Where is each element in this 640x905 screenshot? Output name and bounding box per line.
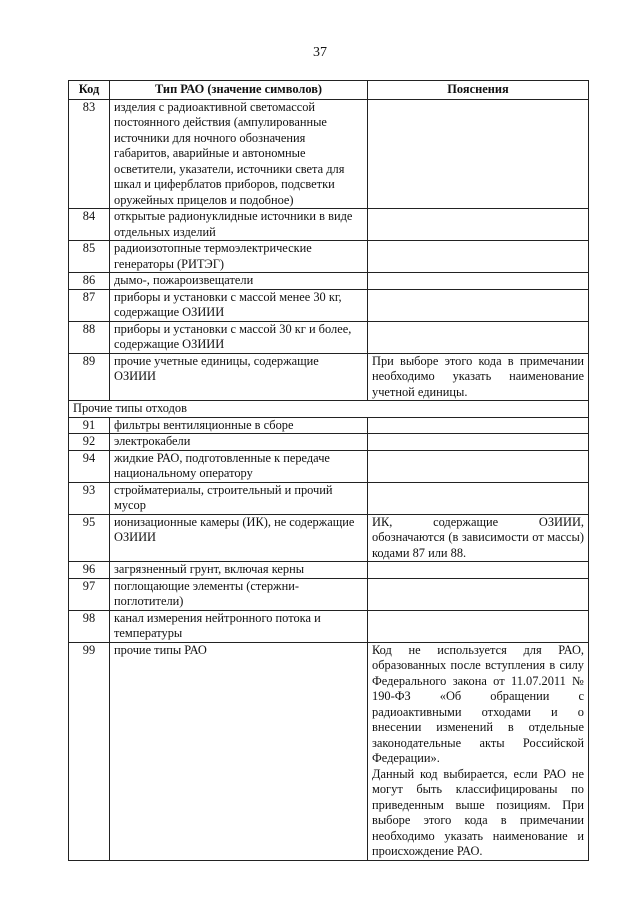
row-type: жидкие РАО, подготовленные к передаче национальному оператору	[110, 450, 368, 482]
table-row	[69, 417, 589, 434]
row-code: 88	[69, 321, 110, 353]
table-row	[69, 434, 589, 451]
table-row	[69, 99, 589, 209]
row-code: 83	[69, 99, 110, 209]
table-row	[69, 450, 589, 482]
row-note	[368, 417, 589, 434]
row-note-paragraph: Данный код выбирается, если РАО не могут быть классифицированы по приведенным выше позициям. При выборе этого кода в примечании необходимо указать наименование и происхождение РАО.	[372, 766, 584, 858]
table-row	[69, 578, 589, 610]
row-note	[368, 562, 589, 579]
row-code: 97	[69, 578, 110, 610]
row-note	[368, 273, 589, 290]
table-header-row	[69, 81, 589, 100]
row-code: 96	[69, 562, 110, 579]
page-number: 37	[313, 45, 327, 60]
row-type: канал измерения нейтронного потока и температуры	[110, 610, 368, 642]
row-type: радиоизотопные термоэлектрические генераторы (РИТЭГ)	[110, 241, 368, 273]
table-row	[69, 642, 589, 860]
table-row	[69, 321, 589, 353]
row-type: приборы и установки с массой менее 30 кг, содержащие ОЗИИИ	[110, 289, 368, 321]
row-code: 86	[69, 273, 110, 290]
section-row	[69, 401, 589, 418]
header-type: Тип РАО (значение символов)	[110, 81, 368, 100]
row-note	[368, 99, 589, 209]
row-code: 84	[69, 209, 110, 241]
row-code: 92	[69, 434, 110, 451]
row-note	[368, 289, 589, 321]
row-type: прочие типы РАО	[110, 642, 368, 860]
row-note-paragraph: Код не используется для РАО, образованных после вступления в силу Федерального закона от 11.07.2011 № 190-ФЗ «Об обращении с радиоактивными отходами и о внесении изменений в отдельные законодательные акты Российской Федерации».	[372, 642, 584, 765]
table-row	[69, 353, 589, 401]
table-row	[69, 209, 589, 241]
row-note	[368, 642, 589, 860]
row-note	[368, 241, 589, 273]
row-code: 95	[69, 514, 110, 562]
row-code: 99	[69, 642, 110, 860]
table-row	[69, 482, 589, 514]
row-code: 94	[69, 450, 110, 482]
header-notes: Пояснения	[368, 81, 589, 100]
table-row	[69, 514, 589, 562]
row-type: стройматериалы, строительный и прочий мусор	[110, 482, 368, 514]
row-code: 98	[69, 610, 110, 642]
row-type: загрязненный грунт, включая керны	[110, 562, 368, 579]
row-code: 91	[69, 417, 110, 434]
row-code: 89	[69, 353, 110, 401]
row-code: 87	[69, 289, 110, 321]
row-type: прочие учетные единицы, содержащие ОЗИИИ	[110, 353, 368, 401]
row-note: ИК, содержащие ОЗИИИ, обозначаются (в зависимости от массы) кодами 87 или 88.	[368, 514, 589, 562]
row-note	[368, 209, 589, 241]
row-note	[368, 482, 589, 514]
row-code: 93	[69, 482, 110, 514]
table-row	[69, 610, 589, 642]
row-note	[368, 450, 589, 482]
row-type: дымо-, пожароизвещатели	[110, 273, 368, 290]
row-type: открытые радионуклидные источники в виде отдельных изделий	[110, 209, 368, 241]
header-code: Код	[69, 81, 110, 100]
row-note	[368, 578, 589, 610]
row-note	[368, 610, 589, 642]
row-type: фильтры вентиляционные в сборе	[110, 417, 368, 434]
row-type: электрокабели	[110, 434, 368, 451]
row-type: изделия с радиоактивной светомассой постоянного действия (ампулированные источники для ночного обозначения габаритов, аварийные и автономные осветители, указатели, источники света для шкал и циферблатов приборов, подсветки оружейных прицелов и подобное)	[110, 99, 368, 209]
row-type: поглощающие элементы (стержни-поглотители)	[110, 578, 368, 610]
table-row	[69, 562, 589, 579]
row-code: 85	[69, 241, 110, 273]
table-row	[69, 273, 589, 290]
section-label: Прочие типы отходов	[69, 401, 589, 418]
row-type: ионизационные камеры (ИК), не содержащие ОЗИИИ	[110, 514, 368, 562]
row-note: При выборе этого кода в примечании необходимо указать наименование учетной единицы.	[368, 353, 589, 401]
row-note	[368, 321, 589, 353]
rao-types-table	[68, 80, 589, 861]
table-row	[69, 241, 589, 273]
row-note	[368, 434, 589, 451]
table-row	[69, 289, 589, 321]
row-type: приборы и установки с массой 30 кг и более, содержащие ОЗИИИ	[110, 321, 368, 353]
